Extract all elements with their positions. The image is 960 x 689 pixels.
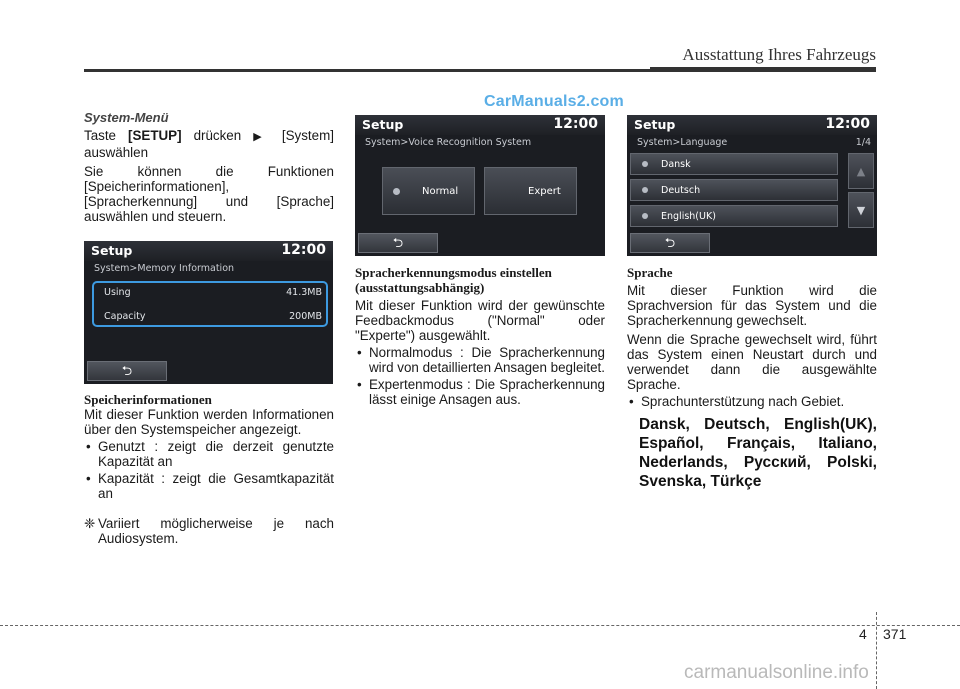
memory-row-value: 41.3MB <box>286 287 322 298</box>
column-memory-text <box>84 392 334 546</box>
setup-instruction-post: [System] auswählen <box>84 128 334 160</box>
language-item-label: English(UK) <box>661 210 716 222</box>
memory-section-title: Speicherinformationen <box>84 392 212 407</box>
language-item-label: Dansk <box>661 158 691 170</box>
footer-divider <box>876 612 877 689</box>
voice-mode-normal-button[interactable] <box>382 167 475 215</box>
note <box>84 516 334 546</box>
voice-bullet-normal: • Normalmodus : Die Spracherkennung wird von detaillierten Ansagen begleitet. <box>355 345 605 375</box>
voice-mode-label: Expert <box>528 185 561 197</box>
screen-clock: 12:00 <box>825 116 870 132</box>
memory-row-using <box>104 287 322 298</box>
screen-breadcrumb: System>Voice Recognition System <box>365 137 532 148</box>
supported-languages: Dansk, Deutsch, English(UK), Español, Français, Italiano, Nederlands, Русский, Polski, Svenska, Türkçe <box>639 416 877 490</box>
memory-row-label: Capacity <box>104 311 146 322</box>
voice-section-title: Spracherkennungsmodus einstellen (ausstattungsabhängig) <box>355 265 552 295</box>
memory-section-body: Mit dieser Funktion werden Informationen über den Systemspeicher angezeigt. <box>84 407 334 437</box>
voice-mode-label: Normal <box>422 185 459 197</box>
chapter-number: 4 <box>859 626 867 642</box>
back-button[interactable] <box>630 233 710 253</box>
screen-breadcrumb: System>Memory Information <box>94 263 235 274</box>
memory-row-capacity <box>104 311 322 322</box>
memory-info-screen <box>84 241 333 384</box>
system-functions-para: Sie können die Funktionen [Speicherinformationen], [Spracherkennung] und [Sprache] auswählen und steuern. <box>84 164 334 224</box>
back-button[interactable] <box>358 233 438 253</box>
watermark-bottom: carmanualsonline.info <box>684 662 869 683</box>
radio-indicator-icon <box>393 188 400 195</box>
voice-recognition-screen <box>355 115 605 256</box>
memory-bullet-capacity: • Kapazität : zeigt die Gesamtkapazität an <box>84 471 334 501</box>
scroll-up-button[interactable] <box>848 153 874 189</box>
setup-key-label: [SETUP] <box>128 128 182 143</box>
setup-instruction <box>84 128 334 160</box>
language-item-dansk[interactable] <box>630 153 838 175</box>
column-system-menu <box>84 110 334 224</box>
language-para-1: Mit dieser Funktion wird die Sprachversion für das System und die Spracherkennung gewechselt. <box>627 283 877 328</box>
setup-instruction-mid: drücken <box>193 128 242 143</box>
voice-mode-expert-button[interactable] <box>484 167 577 215</box>
note-text: Variiert möglicherweise je nach Audiosystem. <box>98 516 334 546</box>
language-para-2: Wenn die Sprache gewechselt wird, führt das System einen Neustart durch und verwendet dann die ausgewählte Sprache. <box>627 332 877 392</box>
memory-bullet-used: • Genutzt : zeigt die derzeit genutzte Kapazität an <box>84 439 334 469</box>
setup-instruction-pre: Taste <box>84 128 117 143</box>
memory-info-box <box>92 281 328 327</box>
back-arrow-icon: ⮌ <box>392 235 404 251</box>
column-voice-text <box>355 265 605 407</box>
screen-title: Setup <box>91 243 133 258</box>
language-item-label: Deutsch <box>661 184 701 196</box>
screen-clock: 12:00 <box>553 116 598 132</box>
triangle-up-icon: ▲ <box>856 164 866 178</box>
radio-indicator-icon <box>642 161 648 167</box>
watermark-top: CarManuals2.com <box>484 93 624 110</box>
screen-clock: 12:00 <box>281 242 326 258</box>
voice-section-body: Mit dieser Funktion wird der gewünschte Feedbackmodus ("Normal" oder "Experte") ausgewählt. <box>355 298 605 343</box>
memory-row-value: 200MB <box>289 311 322 322</box>
column-language-text <box>627 265 877 491</box>
screen-title: Setup <box>634 117 676 132</box>
list-page-indicator: 1/4 <box>855 137 871 148</box>
scroll-down-button[interactable] <box>848 192 874 228</box>
back-button[interactable] <box>87 361 167 381</box>
back-arrow-icon: ⮌ <box>121 363 133 379</box>
footer-rule <box>0 625 960 626</box>
radio-indicator-icon <box>642 213 648 219</box>
page-header-title: Ausstattung Ihres Fahrzeugs <box>682 45 876 64</box>
screen-title: Setup <box>362 117 404 132</box>
back-arrow-icon: ⮌ <box>664 235 676 251</box>
language-section-title: Sprache <box>627 265 673 280</box>
page-number: 371 <box>883 626 907 642</box>
language-bullet: • Sprachunterstützung nach Gebiet. <box>627 394 877 409</box>
note-symbol: ❈ <box>84 516 96 531</box>
system-menu-heading: System-Menü <box>84 110 169 125</box>
language-screen <box>627 115 877 256</box>
triangle-down-icon: ▼ <box>856 203 866 217</box>
screen-breadcrumb: System>Language <box>637 137 728 148</box>
language-item-english-uk[interactable] <box>630 205 838 227</box>
radio-indicator-icon <box>642 187 648 193</box>
play-arrow-icon: ▶ <box>253 131 270 143</box>
header-rule-thick <box>650 67 876 72</box>
memory-row-label: Using <box>104 287 131 298</box>
voice-bullet-expert: • Expertenmodus : Die Spracherkennung lässt einige Ansagen aus. <box>355 377 605 407</box>
language-item-deutsch[interactable] <box>630 179 838 201</box>
